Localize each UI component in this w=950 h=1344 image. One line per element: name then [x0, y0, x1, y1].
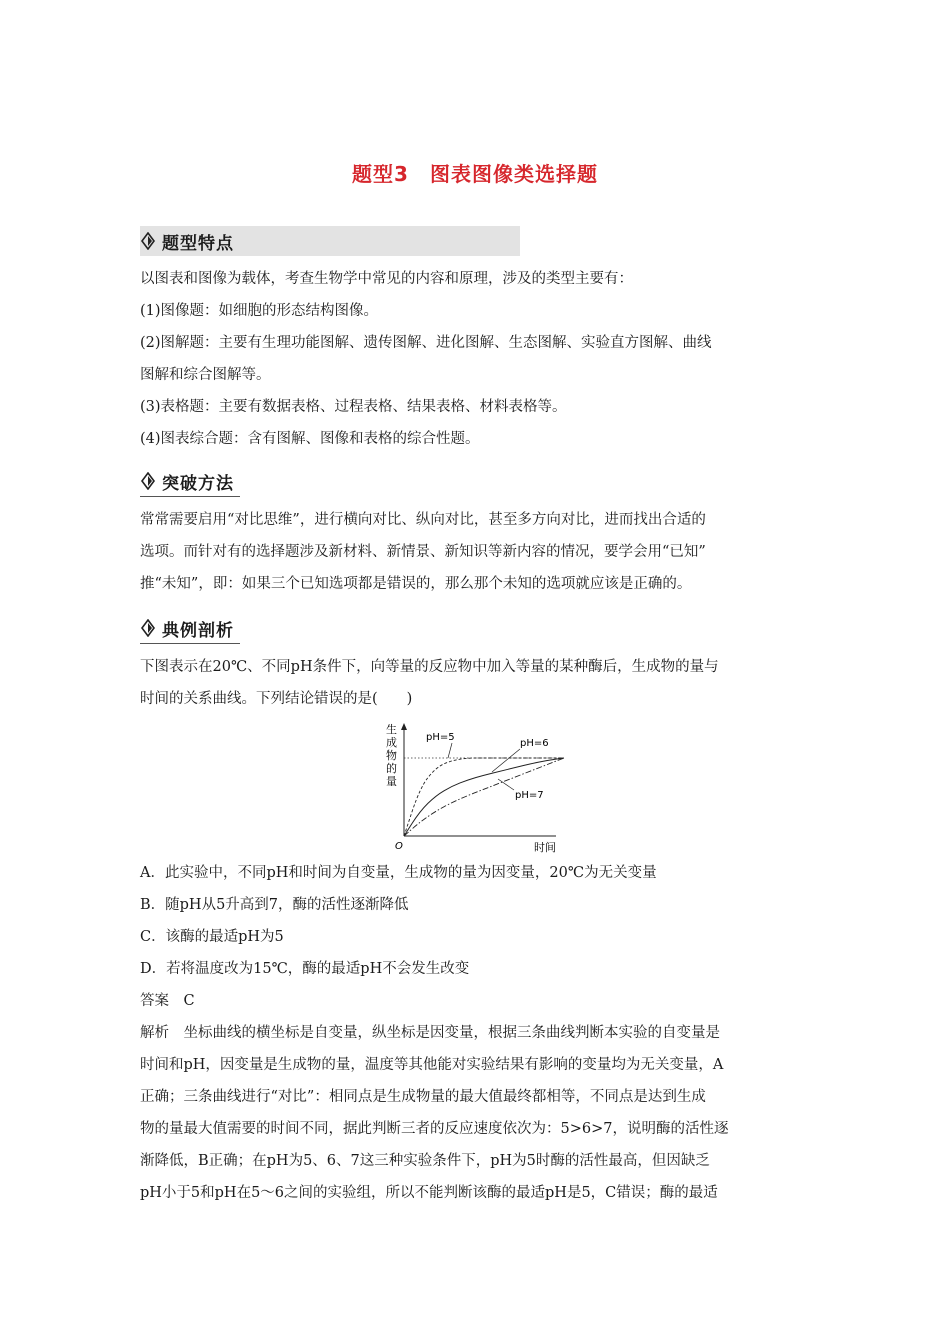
option-a: A．此实验中，不同pH和时间为自变量，生成物的量为因变量，20℃为无关变量 [140, 865, 657, 881]
section-header-method [140, 466, 234, 496]
method-paragraph [140, 504, 812, 600]
series-label-ph5: pH=5 [426, 732, 455, 743]
option-c: C．该酶的最适pH为5 [140, 929, 284, 945]
y-label-char: 物 [386, 749, 397, 762]
enzyme-ph-chart [380, 718, 580, 856]
leader-line [492, 749, 520, 772]
page-title: 题型3 图表图像类选择题 [352, 162, 598, 186]
y-label-char: 生 [386, 723, 397, 736]
section-heading: 突破方法 [162, 473, 234, 494]
text-line: (3)表格题：主要有数据表格、过程表格、结果表格、材料表格等。 [140, 399, 567, 415]
leader-line [448, 743, 452, 758]
diamond-bullet-icon [140, 472, 156, 490]
features-paragraph [140, 263, 812, 455]
y-axis-arrow [401, 723, 407, 730]
options-list [140, 857, 812, 1209]
text-line: 时间的关系曲线。下列结论错误的是( ) [140, 691, 413, 707]
section-divider [140, 496, 240, 497]
series-label-ph7: pH=7 [515, 790, 544, 801]
option-d: D．若将温度改为15℃，酶的最适pH不会发生改变 [140, 961, 470, 977]
text-line: 以图表和图像为载体，考查生物学中常见的内容和原理，涉及的类型主要有： [140, 271, 633, 287]
text-line: 常常需要启用“对比思维”，进行横向对比、纵向对比，甚至多方向对比，进而找出合适的 [140, 512, 706, 528]
text-line: 选项。而针对有的选择题涉及新材料、新情景、新知识等新内容的情况，要学会用“已知” [140, 544, 706, 560]
series-label-ph6: pH=6 [520, 738, 549, 749]
option-b: B．随pH从5升高到7，酶的活性逐渐降低 [140, 897, 409, 913]
text-line: 图解和综合图解等。 [140, 367, 271, 383]
section-heading: 题型特点 [162, 233, 234, 254]
text-line: 渐降低，B正确；在pH为5、6、7这三种实验条件下，pH为5时酶的活性最高，但因缺乏 [140, 1153, 710, 1169]
diamond-bullet-icon [140, 619, 156, 637]
diamond-bullet-icon [140, 232, 156, 250]
text-line: 解析 坐标曲线的横坐标是自变量，纵坐标是因变量，根据三条曲线判断本实验的自变量是 [140, 1025, 720, 1041]
x-axis-label: 时间 [534, 841, 556, 854]
y-label-char: 量 [386, 775, 397, 788]
y-label-char: 的 [386, 762, 397, 775]
section-header-example [140, 613, 234, 643]
text-line: pH小于5和pH在5～6之间的实验组，所以不能判断该酶的最适pH是5，C错误；酶的最适 [140, 1185, 718, 1201]
section-header-features [140, 226, 520, 256]
text-line: (4)图表综合题：含有图解、图像和表格的综合性题。 [140, 431, 480, 447]
y-label-char: 成 [386, 736, 397, 749]
text-line: (2)图解题：主要有生理功能图解、遗传图解、进化图解、生态图解、实验直方图解、曲线 [140, 335, 712, 351]
section-divider [140, 643, 240, 644]
answer-line: 答案 C [140, 993, 195, 1009]
question-stem [140, 651, 812, 715]
text-line: 正确；三条曲线进行“对比”：相同点是生成物量的最大值最终都相等，不同点是达到生成 [140, 1089, 706, 1105]
y-axis-label [386, 722, 397, 788]
section-heading: 典例剖析 [162, 620, 234, 641]
text-line: 物的量最大值需要的时间不同，据此判断三者的反应速度依次为：5>6>7，说明酶的活性逐 [140, 1121, 729, 1137]
origin-label: O [395, 841, 403, 852]
text-line: 推“未知”，即：如果三个已知选项都是错误的，那么那个未知的选项就应该是正确的。 [140, 576, 692, 592]
text-line: 下图表示在20℃、不同pH条件下，向等量的反应物中加入等量的某种酶后，生成物的量与 [140, 659, 719, 675]
text-line: (1)图像题：如细胞的形态结构图像。 [140, 303, 379, 319]
text-line: 时间和pH，因变量是生成物的量，温度等其他能对实验结果有影响的变量均为无关变量，A [140, 1057, 724, 1073]
